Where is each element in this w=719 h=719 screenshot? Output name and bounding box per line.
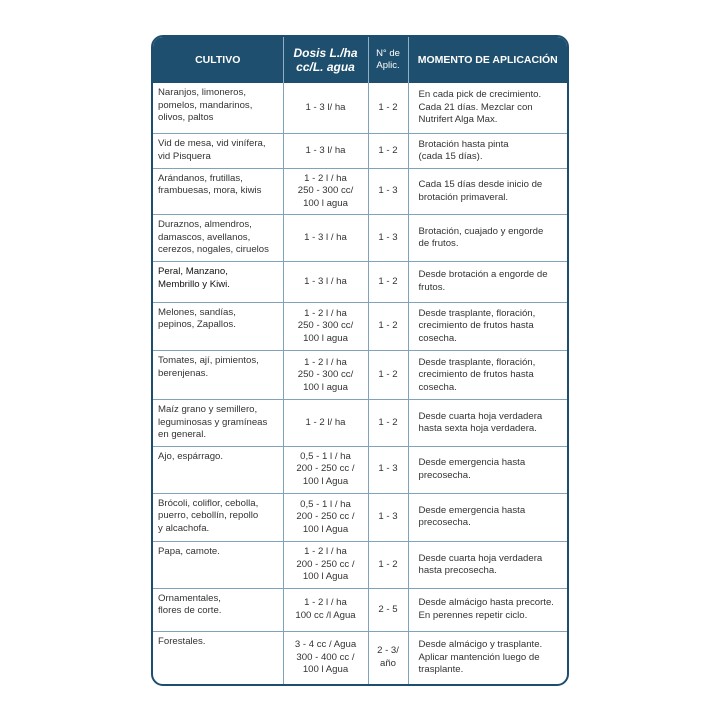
table-row (153, 542, 567, 589)
cultivo-line: Ajo, espárrago. (158, 450, 224, 462)
dosis-cell (283, 493, 368, 542)
header-momento: MOMENTO DE APLICACIÓN (408, 37, 567, 83)
aplicaciones-cell (368, 83, 408, 134)
cultivo-cell (153, 351, 283, 400)
dosis-line: 200 - 250 cc / (296, 511, 355, 523)
header-dosis (283, 37, 368, 83)
aplicaciones-cell (368, 168, 408, 215)
momento-line: En perennes repetir ciclo. (418, 609, 528, 621)
dosis-line: 100 l Agua (302, 664, 349, 676)
dosis-line: 100 l Agua (302, 475, 349, 487)
aplicaciones-line: 1 - 2 (378, 144, 398, 156)
aplicaciones-line: 1 - 3 (378, 232, 398, 244)
momento-line: Desde cuarta hoja verdadera (418, 410, 543, 422)
cultivo-line: berenjenas. (158, 367, 209, 379)
cultivo-line: pomelos, mandarinos, (158, 99, 253, 111)
momento-line: hasta sexta hoja verdadera. (418, 423, 537, 435)
cultivo-line: Vid de mesa, vid vinífera, (158, 138, 266, 150)
momento-line: de frutos. (418, 238, 459, 250)
momento-line: Nutrifert Alga Max. (418, 114, 498, 126)
aplicaciones-line: 1 - 3 (378, 511, 398, 523)
momento-cell (408, 83, 567, 134)
aplicaciones-cell (368, 134, 408, 169)
cultivo-cell (153, 446, 283, 493)
table-row (153, 134, 567, 169)
aplicaciones-line: 1 - 2 (378, 369, 398, 381)
dosis-cell (283, 134, 368, 169)
aplicaciones-line: 1 - 2 (378, 275, 398, 287)
momento-line: Desde trasplante, floración, (418, 307, 536, 319)
cultivo-line: Duraznos, almendros, (158, 219, 252, 231)
cultivo-line: cerezos, nogales, ciruelos (158, 244, 269, 256)
aplicaciones-cell (368, 631, 408, 684)
dosis-line: 0,5 - 1 l / ha (300, 450, 351, 462)
table-row (153, 493, 567, 542)
cultivo-line: Peral, Manzano, (158, 266, 228, 278)
cultivo-cell (153, 83, 283, 134)
table-row (153, 588, 567, 631)
aplicaciones-cell (368, 262, 408, 303)
dosis-cell (283, 262, 368, 303)
cultivo-cell (153, 542, 283, 589)
aplicaciones-line: 1 - 3 (378, 463, 398, 475)
momento-line: trasplante. (418, 664, 464, 676)
table-row (153, 351, 567, 400)
dosage-table-card (151, 35, 569, 686)
momento-line: crecimiento de frutos hasta (418, 320, 534, 332)
dosis-line: 300 - 400 cc / (296, 651, 355, 663)
cultivo-line: en general. (158, 429, 207, 441)
table-header (153, 37, 567, 83)
dosis-cell (283, 542, 368, 589)
dosis-cell (283, 631, 368, 684)
momento-line: frutos. (418, 281, 446, 293)
momento-line: precosecha. (418, 469, 471, 481)
cultivo-line: Maíz grano y semillero, (158, 404, 258, 416)
momento-line: Cada 21 días. Mezclar con (418, 101, 533, 113)
momento-line: hasta precosecha. (418, 565, 497, 577)
cultivo-line: Papa, camote. (158, 546, 220, 558)
cultivo-line: leguminosas y gramíneas (158, 416, 268, 428)
momento-cell (408, 588, 567, 631)
dosis-line: 1 - 3 l / ha (304, 275, 347, 287)
table-row (153, 302, 567, 351)
dosis-line: 3 - 4 cc / Agua (294, 639, 357, 651)
header-cultivo: CULTIVO (153, 37, 283, 83)
momento-line: En cada pick de crecimiento. (418, 89, 542, 101)
header-aplic-line2: Aplic. (376, 60, 400, 71)
table-body (153, 83, 567, 684)
dosis-line: 100 l Agua (302, 571, 349, 583)
momento-line: Aplicar mantención luego de (418, 651, 540, 663)
cultivo-line: Membrillo y Kiwi. (158, 278, 230, 290)
momento-line: crecimiento de frutos hasta (418, 369, 534, 381)
momento-cell (408, 168, 567, 215)
aplicaciones-cell (368, 215, 408, 262)
aplicaciones-cell (368, 302, 408, 351)
cultivo-cell (153, 493, 283, 542)
dosis-line: 1 - 2 l / ha (304, 597, 347, 609)
dosis-line: 1 - 2 l/ ha (305, 416, 346, 428)
momento-cell (408, 302, 567, 351)
cultivo-line: Naranjos, limoneros, (158, 87, 246, 98)
dosis-line: 100 l agua (303, 381, 348, 393)
cultivo-cell (153, 134, 283, 169)
cultivo-line: Brócoli, coliflor, cebolla, (158, 497, 259, 509)
cultivo-cell (153, 400, 283, 447)
header-dosis-line1: Dosis L./ha (293, 46, 358, 60)
cultivo-line: puerro, cebollín, repollo (158, 510, 259, 522)
dosage-table (153, 37, 567, 684)
momento-line: Brotación hasta pinta (418, 138, 509, 150)
cultivo-cell (153, 262, 283, 303)
momento-line: cosecha. (418, 332, 457, 344)
momento-line: precosecha. (418, 517, 471, 529)
dosis-line: 200 - 250 cc / (296, 558, 355, 570)
cultivo-line: damascos, avellanos, (158, 231, 251, 243)
cultivo-line: Arándanos, frutillas, (158, 172, 243, 184)
dosis-line: 1 - 2 l / ha (304, 307, 347, 319)
table-row (153, 83, 567, 134)
momento-cell (408, 215, 567, 262)
header-aplic-line1: N° de (376, 48, 400, 59)
cultivo-line: Melones, sandías, (158, 306, 236, 318)
momento-line: Desde trasplante, floración, (418, 356, 536, 368)
cultivo-line: y alcachofa. (158, 522, 210, 534)
momento-line: (cada 15 días). (418, 151, 483, 162)
header-aplicaciones (368, 37, 408, 83)
table-row (153, 631, 567, 684)
momento-line: Desde almácigo y trasplante. (418, 639, 543, 651)
cultivo-cell (153, 215, 283, 262)
aplicaciones-line: 2 - 3/ (377, 645, 399, 657)
aplicaciones-line: año (379, 657, 396, 669)
table-row (153, 168, 567, 215)
cultivo-cell (153, 631, 283, 684)
dosis-cell (283, 446, 368, 493)
momento-cell (408, 493, 567, 542)
dosis-line: 100 l agua (303, 332, 348, 344)
aplicaciones-line: 1 - 2 (378, 416, 398, 428)
dosis-cell (283, 83, 368, 134)
dosis-line: 100 l Agua (302, 523, 349, 535)
momento-cell (408, 262, 567, 303)
dosis-cell (283, 302, 368, 351)
momento-cell (408, 351, 567, 400)
dosis-line: 250 - 300 cc/ (297, 369, 354, 381)
dosis-line: 100 l agua (303, 197, 348, 209)
aplicaciones-cell (368, 446, 408, 493)
momento-line: cosecha. (418, 381, 457, 393)
cultivo-line: flores de corte. (158, 605, 222, 617)
cultivo-line: pepinos, Zapallos. (158, 319, 236, 331)
momento-line: Cada 15 días desde inicio de (418, 179, 543, 191)
dosis-line: 1 - 3 l/ ha (305, 101, 346, 113)
dosis-line: 1 - 3 l / ha (304, 232, 347, 244)
dosis-line: 250 - 300 cc/ (297, 320, 354, 332)
cultivo-line: Forestales. (158, 635, 206, 647)
table-row (153, 400, 567, 447)
header-dosis-line2: cc/L. agua (296, 60, 355, 74)
dosis-line: 250 - 300 cc/ (297, 185, 354, 197)
dosis-cell (283, 588, 368, 631)
momento-cell (408, 400, 567, 447)
momento-line: Brotación, cuajado y engorde (418, 225, 544, 237)
dosis-line: 0,5 - 1 l / ha (300, 498, 351, 510)
table-row (153, 262, 567, 303)
aplicaciones-line: 1 - 2 (378, 558, 398, 570)
table-row (153, 446, 567, 493)
dosis-line: 1 - 2 l / ha (304, 356, 347, 368)
cultivo-line: frambuesas, mora, kiwis (158, 185, 262, 197)
momento-cell (408, 134, 567, 169)
momento-line: Desde emergencia hasta (418, 504, 526, 516)
aplicaciones-cell (368, 400, 408, 447)
cultivo-cell (153, 168, 283, 215)
cultivo-cell (153, 588, 283, 631)
dosis-line: 1 - 2 l / ha (304, 172, 347, 184)
momento-line: Desde brotación a engorde de (418, 269, 548, 281)
dosis-line: 1 - 3 l/ ha (305, 144, 346, 156)
cultivo-line: Ornamentales, (158, 592, 221, 604)
dosis-line: 1 - 2 l / ha (304, 546, 347, 558)
table-row (153, 215, 567, 262)
momento-cell (408, 631, 567, 684)
momento-line: Desde emergencia hasta (418, 457, 526, 469)
aplicaciones-cell (368, 351, 408, 400)
momento-cell (408, 542, 567, 589)
cultivo-cell (153, 302, 283, 351)
momento-line: Desde almácigo hasta precorte. (418, 597, 554, 609)
momento-line: brotación primaveral. (418, 191, 509, 203)
aplicaciones-cell (368, 588, 408, 631)
aplicaciones-line: 1 - 3 (378, 185, 398, 197)
cultivo-line: olivos, paltos (158, 112, 214, 123)
dosis-line: 100 cc /l Agua (295, 609, 356, 621)
dosis-cell (283, 168, 368, 215)
aplicaciones-cell (368, 493, 408, 542)
aplicaciones-line: 1 - 2 (378, 320, 398, 332)
aplicaciones-line: 1 - 2 (378, 101, 398, 113)
dosis-line: 200 - 250 cc / (296, 463, 355, 475)
aplicaciones-line: 2 - 5 (378, 603, 398, 615)
dosis-cell (283, 400, 368, 447)
momento-line: Desde cuarta hoja verdadera (418, 552, 543, 564)
dosis-cell (283, 351, 368, 400)
cultivo-line: Tomates, ají, pimientos, (158, 355, 259, 367)
dosis-cell (283, 215, 368, 262)
cultivo-line: vid Pisquera (158, 150, 211, 162)
aplicaciones-cell (368, 542, 408, 589)
momento-cell (408, 446, 567, 493)
